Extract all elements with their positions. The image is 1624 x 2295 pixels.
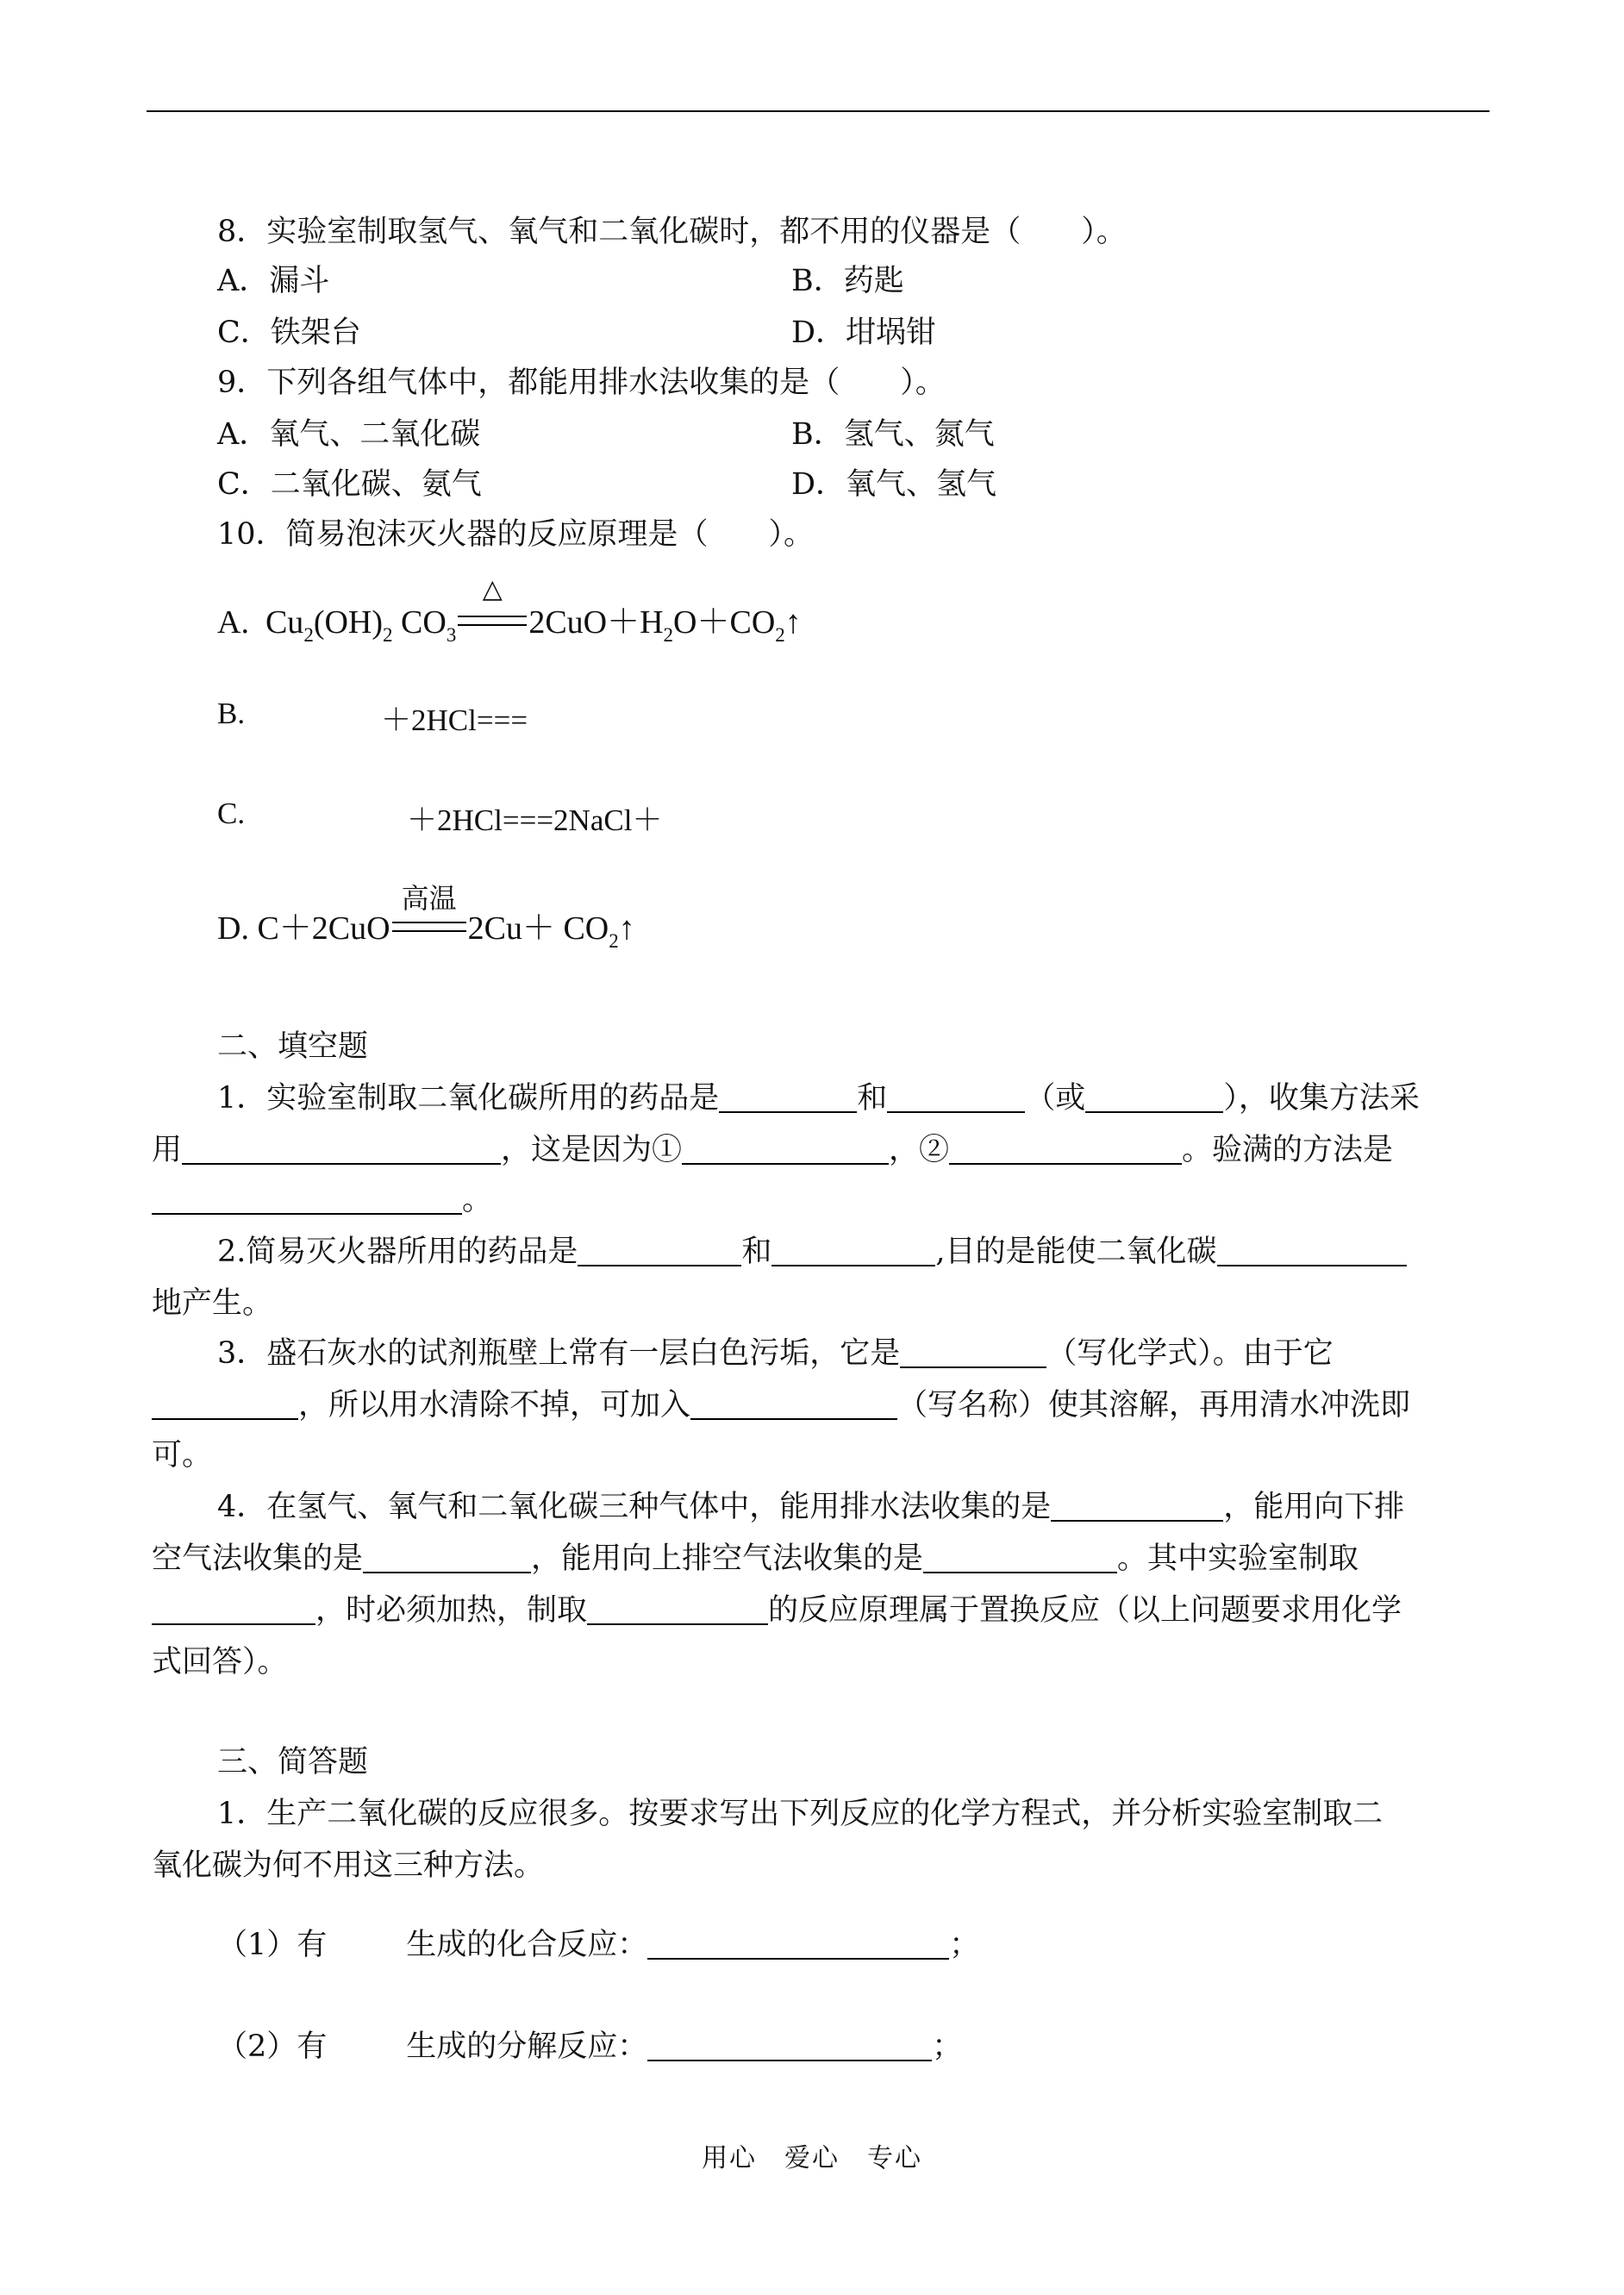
answer-blank[interactable] — [1217, 1234, 1407, 1266]
heat-symbol: △ — [482, 575, 503, 603]
answer-blank[interactable] — [152, 1592, 315, 1625]
answer-blank[interactable] — [887, 1080, 1025, 1113]
eq-a-sub4: 2 — [663, 624, 674, 646]
sub2-end: ； — [932, 2029, 963, 2064]
eq-a-sub2: 2 — [383, 624, 393, 646]
fill-q4-text4: ，能用向上排空气法收集的是 — [531, 1541, 924, 1576]
fill-q3-line1 — [217, 1333, 1334, 1374]
header-rule — [147, 110, 1490, 112]
fill-q1-line3 — [152, 1179, 492, 1221]
q9-option-a: A．氧气、二氧化碳 — [217, 417, 481, 452]
fill-q1-text5: 用 — [152, 1133, 183, 1167]
fill-q3-text2: （写化学式）。由于它 — [1046, 1336, 1334, 1371]
q10-b-label: B. — [217, 697, 246, 730]
answer-blank[interactable] — [690, 1387, 897, 1420]
answer-blank[interactable] — [900, 1335, 1046, 1368]
fill-q1-text6: ，这是因为① — [501, 1133, 683, 1167]
equals-bars — [458, 616, 527, 626]
q10-stem: 10．简易泡沫灭火器的反应原理是（ ）。 — [217, 517, 815, 552]
q8-option-b: B．药匙 — [791, 264, 904, 298]
eq-a-sub5: 2 — [775, 624, 785, 646]
eq-a-sub1: 2 — [303, 624, 314, 646]
fill-q4-line2 — [152, 1538, 1359, 1579]
high-temp-label: 高温 — [401, 883, 457, 914]
answer-blank[interactable] — [152, 1387, 298, 1420]
high-temp-condition — [390, 883, 468, 941]
answer-blank[interactable] — [682, 1132, 889, 1165]
eq-d-sub: 2 — [609, 930, 619, 952]
sub1-text: 生成的化合反应： — [406, 1928, 648, 1962]
answer-blank[interactable] — [647, 2029, 932, 2061]
fill-q3-text4: （写名称）使其溶解，再用清水冲洗即 — [897, 1388, 1411, 1423]
gas-arrow-icon: ↑ — [618, 910, 635, 947]
fill-q3-text1: 3．盛石灰水的试剂瓶壁上常有一层白色污垢，它是 — [217, 1336, 901, 1371]
fill-q2-line1 — [217, 1231, 1407, 1273]
gas-arrow-icon: ↑ — [784, 604, 802, 641]
q9-stem: 9．下列各组气体中，都能用排水法收集的是（ ）。 — [217, 366, 946, 400]
fill-q1-line2 — [152, 1129, 1393, 1171]
q8-option-d: D．坩埚钳 — [791, 316, 937, 350]
short-section-heading: 三、简答题 — [217, 1745, 369, 1779]
answer-blank[interactable] — [647, 1927, 949, 1960]
fill-q1-line1 — [217, 1078, 1420, 1119]
eq-a-co: CO — [392, 604, 447, 641]
answer-blank[interactable] — [923, 1541, 1117, 1573]
answer-blank[interactable] — [719, 1080, 857, 1113]
fill-q4-text2: ，能用向下排 — [1223, 1490, 1405, 1524]
fill-section-heading: 二、填空题 — [217, 1029, 369, 1064]
fill-q2-text3: ,目的是能使二氧化碳 — [935, 1235, 1217, 1269]
fill-q4-text7: 的反应原理属于置换反应（以上问题要求用化学 — [768, 1593, 1402, 1628]
sub1-prefix: （1）有 — [217, 1928, 328, 1962]
fill-q4-text5: 。其中实验室制取 — [1117, 1541, 1359, 1576]
heat-condition — [456, 575, 528, 635]
fill-q1-text1: 1．实验室制取二氧化碳所用的药品是 — [217, 1081, 720, 1116]
fill-q3-line2 — [152, 1385, 1410, 1426]
eq-a-oh: (OH) — [313, 604, 384, 641]
answer-blank[interactable] — [1051, 1489, 1223, 1522]
fill-q1-text7: ，② — [889, 1133, 950, 1167]
answer-blank[interactable] — [152, 1182, 462, 1215]
q10-c-equation: ＋2HCl===2NaCl＋ — [407, 804, 663, 837]
answer-blank[interactable] — [363, 1541, 531, 1573]
fill-q2-text2: 和 — [741, 1235, 772, 1269]
sub2-prefix: （2）有 — [217, 2029, 328, 2064]
fill-q4-text3: 空气法收集的是 — [152, 1541, 364, 1576]
fill-q1-text8: 。验满的方法是 — [1182, 1133, 1394, 1167]
fill-q1-text2: 和 — [857, 1081, 888, 1116]
sub1-end: ； — [949, 1928, 980, 1962]
eq-a-cu: Cu — [265, 604, 304, 641]
q10-option-d — [217, 883, 635, 953]
answer-blank[interactable] — [771, 1234, 935, 1266]
q10-option-b — [217, 697, 528, 737]
eq-a-products2: O＋CO — [673, 604, 776, 641]
q8-option-c: C．铁架台 — [217, 316, 361, 350]
fill-q1-text3: （或 — [1025, 1081, 1086, 1116]
q10-c-label: C. — [217, 797, 246, 830]
q9-option-c: C．二氧化碳、氨气 — [217, 467, 482, 502]
fill-q4-line1 — [217, 1486, 1404, 1528]
page-footer: 用心 爱心 专心 — [702, 2143, 922, 2173]
answer-blank[interactable] — [1085, 1080, 1223, 1113]
eq-a-sub3: 3 — [446, 624, 457, 646]
answer-blank[interactable] — [587, 1592, 768, 1625]
fill-q4-line4: 式回答）。 — [152, 1645, 288, 1679]
eq-d-reactants: C＋2CuO — [257, 910, 390, 947]
short-q1-sub1 — [217, 1924, 979, 1966]
answer-blank[interactable] — [949, 1132, 1182, 1165]
sub2-text: 生成的分解反应： — [406, 2029, 648, 2064]
fill-q4-text6: ，时必须加热，制取 — [315, 1593, 588, 1628]
eq-d-products: 2Cu＋ CO — [467, 910, 609, 947]
q10-option-a — [217, 575, 802, 647]
answer-blank[interactable] — [182, 1132, 501, 1165]
short-q1-line2: 氧化碳为何不用这三种方法。 — [152, 1848, 545, 1883]
fill-q1-text4: ），收集方法采 — [1223, 1081, 1420, 1116]
fill-q1-text9: 。 — [462, 1183, 493, 1217]
q10-option-c — [217, 797, 663, 837]
eq-a-products: 2CuO＋H — [528, 604, 664, 641]
fill-q3-text3: ，所以用水清除不掉，可加入 — [298, 1388, 691, 1423]
q8-option-a: A．漏斗 — [217, 264, 330, 298]
fill-q2-line2: 地产生。 — [152, 1286, 273, 1321]
fill-q3-line3: 可。 — [152, 1438, 213, 1473]
q9-option-b: B．氢气、氮气 — [791, 417, 995, 452]
equals-bars — [392, 922, 466, 932]
q8-stem: 8．实验室制取氢气、氧气和二氧化碳时，都不用的仪器是（ ）。 — [217, 215, 1127, 249]
fill-q4-text1: 4．在氢气、氧气和二氧化碳三种气体中，能用排水法收集的是 — [217, 1490, 1052, 1524]
q10-b-equation: ＋2HCl=== — [381, 704, 528, 737]
fill-q2-text1: 2.简易灭火器所用的药品是 — [217, 1235, 578, 1269]
q10-d-label: D. — [217, 910, 249, 947]
answer-blank[interactable] — [578, 1234, 741, 1266]
short-q1-line1: 1．生产二氧化碳的反应很多。按要求写出下列反应的化学方程式，并分析实验室制取二 — [217, 1797, 1384, 1831]
fill-q4-line3 — [152, 1590, 1402, 1631]
short-q1-sub2 — [217, 2026, 962, 2067]
q9-option-d: D．氧气、氢气 — [791, 467, 997, 502]
q10-a-label: A. — [217, 604, 249, 641]
